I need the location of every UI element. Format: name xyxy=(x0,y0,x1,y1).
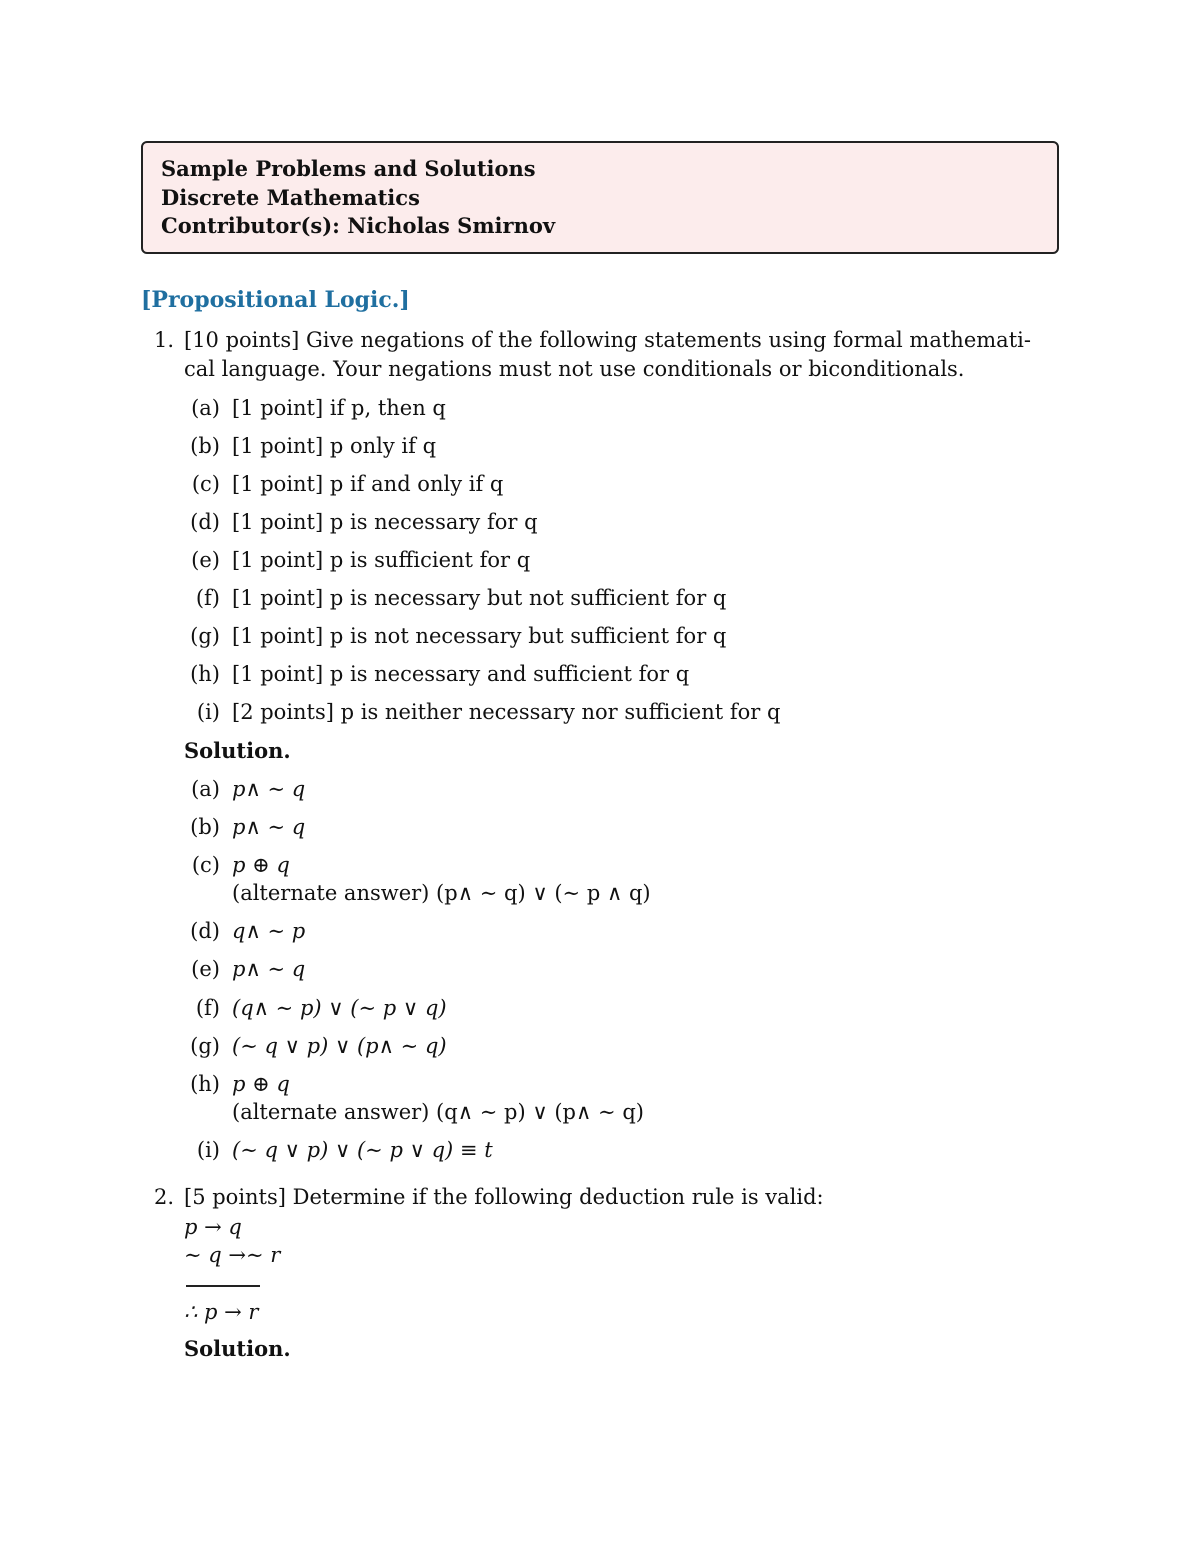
item-text: [1 point] p is not necessary but sufficient for q xyxy=(232,624,727,648)
question-2-text: [5 points] Determine if the following deduction rule is valid: xyxy=(184,1185,824,1209)
question-1-text-line2: cal language. Your negations must not use conditionals or biconditionals. xyxy=(184,357,965,381)
item-label: (b) xyxy=(190,434,220,458)
item-text: [1 point] p only if q xyxy=(232,434,437,458)
question-1-number: 1. xyxy=(154,328,175,352)
item-text: [1 point] p if and only if q xyxy=(232,472,504,496)
conclusion: ∴ p → r xyxy=(184,1300,259,1324)
solution-label: (a) xyxy=(191,777,220,801)
solution-text: (q∧ ∼ p) ∨ (∼ p ∨ q) xyxy=(232,996,447,1020)
solution-alternate: (alternate answer) (p∧ ∼ q) ∨ (∼ p ∧ q) xyxy=(232,881,651,905)
solution-label: (g) xyxy=(190,1034,220,1058)
item-label: (i) xyxy=(196,700,220,724)
header-box xyxy=(141,141,1059,254)
solution-text: p∧ ∼ q xyxy=(232,815,306,839)
solution-text: p∧ ∼ q xyxy=(232,957,306,981)
solution-label: (e) xyxy=(191,957,220,981)
solution-label: (b) xyxy=(190,815,220,839)
solution-text: p ⊕ q xyxy=(232,853,290,877)
item-label: (e) xyxy=(191,548,220,572)
solution-label: (f) xyxy=(195,996,220,1020)
solution-text: p∧ ∼ q xyxy=(232,777,306,801)
item-text: [1 point] if p, then q xyxy=(232,396,446,420)
item-text: [1 point] p is necessary but not sufficient for q xyxy=(232,586,727,610)
question-1-text-line1: [10 points] Give negations of the following statements using formal mathemati- xyxy=(184,328,1031,352)
section-title: [Propositional Logic.] xyxy=(141,287,410,313)
item-label: (h) xyxy=(190,662,220,686)
solution-text: (∼ q ∨ p) ∨ (p∧ ∼ q) xyxy=(232,1034,447,1058)
item-label: (f) xyxy=(195,586,220,610)
solution-text: (∼ q ∨ p) ∨ (∼ p ∨ q) ≡ t xyxy=(232,1138,493,1162)
item-label: (g) xyxy=(190,624,220,648)
solution-label: (c) xyxy=(191,853,220,877)
item-label: (a) xyxy=(191,396,220,420)
solution-label: (h) xyxy=(190,1072,220,1096)
header-contributors: Contributor(s): Nicholas Smirnov xyxy=(161,213,556,238)
solution-text: q∧ ∼ p xyxy=(232,919,306,943)
header-course: Discrete Mathematics xyxy=(161,184,420,210)
item-text: [1 point] p is sufficient for q xyxy=(232,548,531,572)
premise-1: p → q xyxy=(184,1215,242,1239)
solution-text: p ⊕ q xyxy=(232,1072,290,1096)
item-text: [1 point] p is necessary and sufficient for q xyxy=(232,662,690,686)
question-2-number: 2. xyxy=(154,1185,175,1209)
solution-label: (d) xyxy=(190,919,220,943)
item-label: (d) xyxy=(190,510,220,534)
solution-label: (i) xyxy=(196,1138,220,1162)
item-text: [1 point] p is necessary for q xyxy=(232,510,538,534)
solution-alternate: (alternate answer) (q∧ ∼ p) ∨ (p∧ ∼ q) xyxy=(232,1100,644,1124)
deduction-rule-line xyxy=(186,1285,260,1287)
item-label: (c) xyxy=(191,472,220,496)
item-text: [2 points] p is neither necessary nor sufficient for q xyxy=(232,700,781,724)
solution-heading: Solution. xyxy=(184,738,291,763)
header-title: Sample Problems and Solutions xyxy=(161,156,536,181)
solution-heading-2: Solution. xyxy=(184,1336,291,1361)
premise-2: ∼ q →∼ r xyxy=(184,1243,281,1267)
